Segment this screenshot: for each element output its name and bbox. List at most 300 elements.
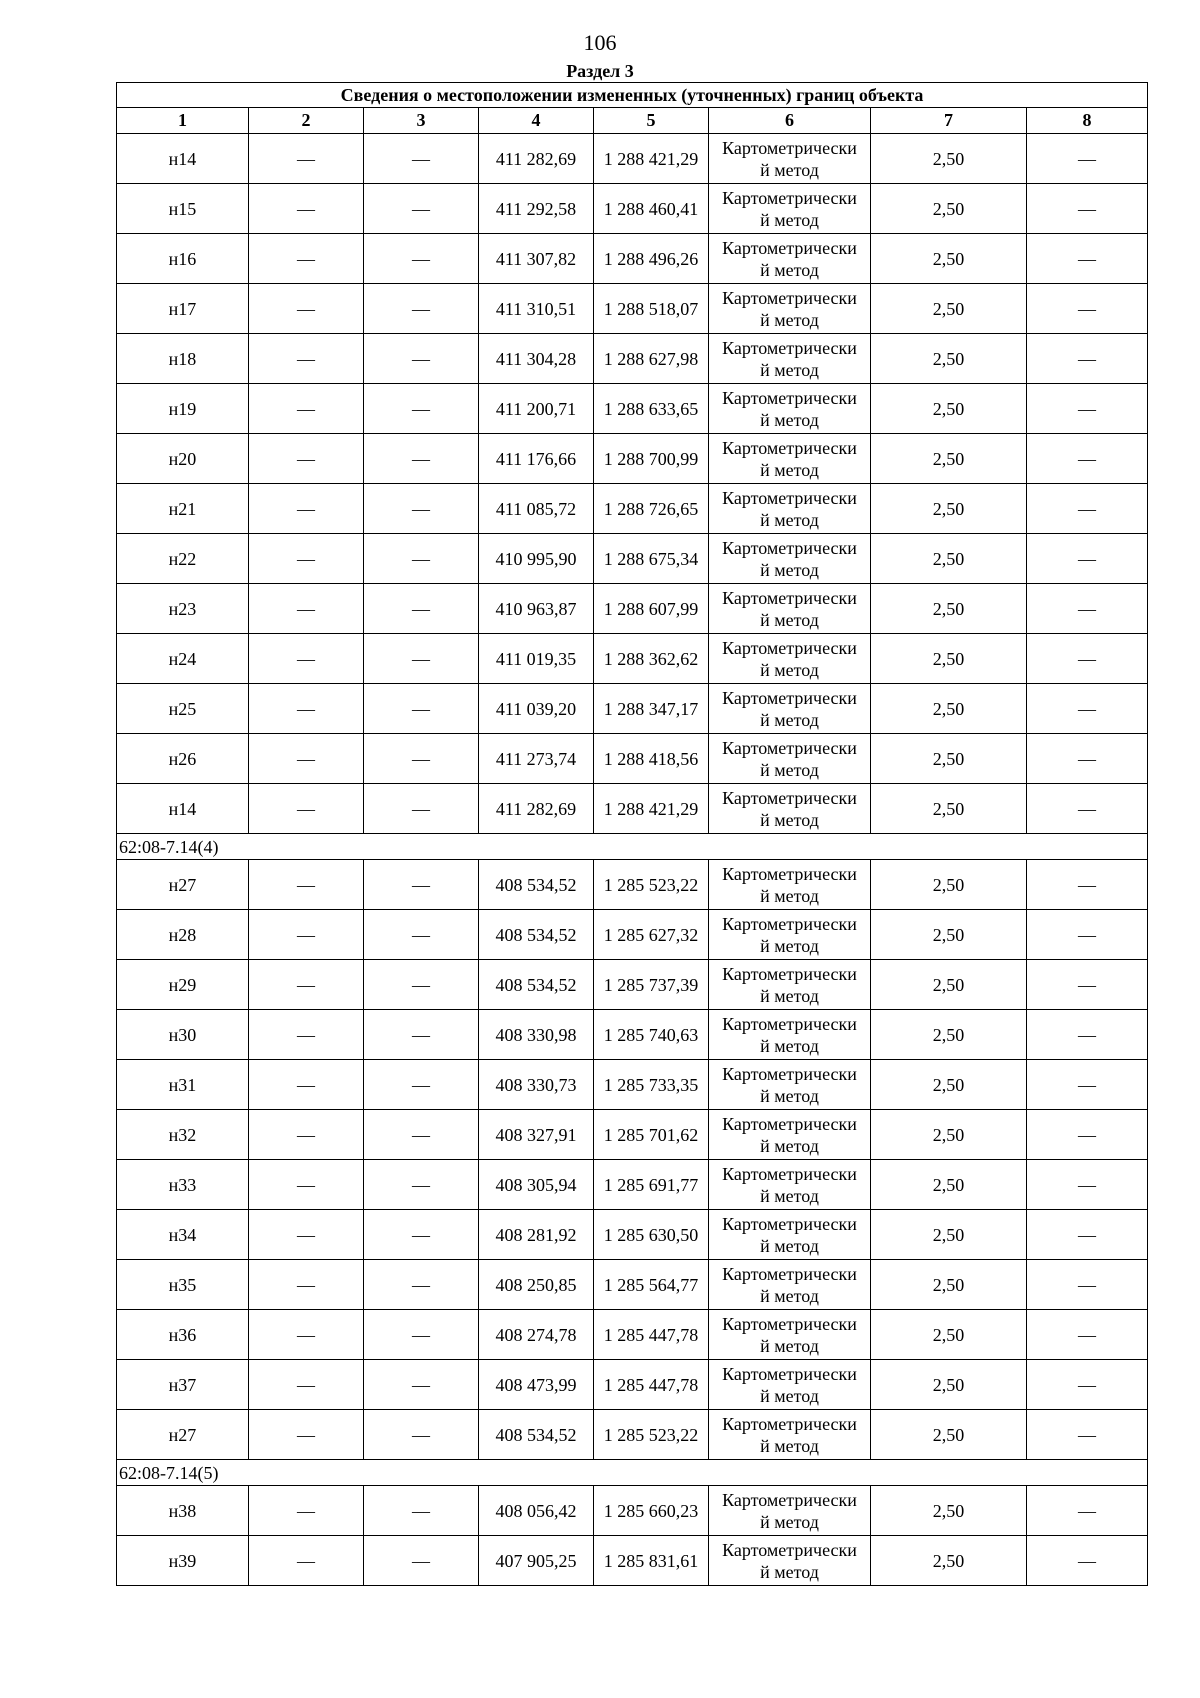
accuracy-cell: 2,50 bbox=[871, 960, 1027, 1010]
method-text-line-2: й метод bbox=[760, 1285, 819, 1306]
method-cell bbox=[709, 1260, 871, 1310]
table-row bbox=[117, 334, 1148, 384]
column-2-cell: — bbox=[249, 1060, 364, 1110]
table-row bbox=[117, 1210, 1148, 1260]
method-text-line-2: й метод bbox=[760, 1135, 819, 1156]
y-coordinate-cell: 1 285 564,77 bbox=[594, 1260, 709, 1310]
method-cell bbox=[709, 584, 871, 634]
y-coordinate-cell: 1 288 347,17 bbox=[594, 684, 709, 734]
table-row bbox=[117, 534, 1148, 584]
column-3-cell: — bbox=[364, 784, 479, 834]
column-3-cell: — bbox=[364, 1486, 479, 1536]
x-coordinate-cell: 411 282,69 bbox=[479, 784, 594, 834]
column-3-cell: — bbox=[364, 184, 479, 234]
x-coordinate-cell: 411 200,71 bbox=[479, 384, 594, 434]
point-label-cell: н38 bbox=[117, 1486, 249, 1536]
table-row bbox=[117, 584, 1148, 634]
accuracy-cell: 2,50 bbox=[871, 334, 1027, 384]
method-text-line-2: й метод bbox=[760, 809, 819, 830]
method-text-line-2: й метод bbox=[760, 709, 819, 730]
method-text-line-2: й метод bbox=[760, 985, 819, 1006]
method-text-line-2: й метод bbox=[760, 209, 819, 230]
method-text-line-1: Картометрически bbox=[722, 1163, 857, 1184]
point-label-cell: н27 bbox=[117, 860, 249, 910]
method-text-line-1: Картометрически bbox=[722, 1213, 857, 1234]
accuracy-cell: 2,50 bbox=[871, 184, 1027, 234]
method-text-line-1: Картометрически bbox=[722, 687, 857, 708]
table-row bbox=[117, 134, 1148, 184]
accuracy-cell: 2,50 bbox=[871, 584, 1027, 634]
y-coordinate-cell: 1 288 362,62 bbox=[594, 634, 709, 684]
table-body bbox=[117, 83, 1148, 1586]
method-text-line-1: Картометрически bbox=[722, 287, 857, 308]
method-cell bbox=[709, 910, 871, 960]
table-row bbox=[117, 910, 1148, 960]
y-coordinate-cell: 1 288 675,34 bbox=[594, 534, 709, 584]
accuracy-cell: 2,50 bbox=[871, 784, 1027, 834]
y-coordinate-cell: 1 285 831,61 bbox=[594, 1536, 709, 1586]
method-cell bbox=[709, 1486, 871, 1536]
column-2-cell: — bbox=[249, 1160, 364, 1210]
column-3-cell: — bbox=[364, 1360, 479, 1410]
parcel-group-label: 62:08-7.14(4) bbox=[117, 834, 1148, 860]
point-label-cell: н15 bbox=[117, 184, 249, 234]
page-number: 106 bbox=[583, 30, 617, 55]
x-coordinate-cell: 408 330,98 bbox=[479, 1010, 594, 1060]
column-2-cell: — bbox=[249, 1360, 364, 1410]
method-cell bbox=[709, 1010, 871, 1060]
method-text-line-2: й метод bbox=[760, 359, 819, 380]
point-label-cell: н16 bbox=[117, 234, 249, 284]
point-label-cell: н27 bbox=[117, 1410, 249, 1460]
method-text-line-1: Картометрически bbox=[722, 187, 857, 208]
column-3-cell: — bbox=[364, 234, 479, 284]
method-cell bbox=[709, 184, 871, 234]
column-3-cell: — bbox=[364, 1110, 479, 1160]
column-2-cell: — bbox=[249, 584, 364, 634]
point-label-cell: н31 bbox=[117, 1060, 249, 1110]
table-row bbox=[117, 284, 1148, 334]
accuracy-cell: 2,50 bbox=[871, 684, 1027, 734]
column-8-cell: — bbox=[1027, 1160, 1148, 1210]
column-header: 2 bbox=[249, 108, 364, 134]
accuracy-cell: 2,50 bbox=[871, 1110, 1027, 1160]
column-header: 8 bbox=[1027, 108, 1148, 134]
column-2-cell: — bbox=[249, 734, 364, 784]
method-text-line-1: Картометрически bbox=[722, 963, 857, 984]
accuracy-cell: 2,50 bbox=[871, 860, 1027, 910]
y-coordinate-cell: 1 285 447,78 bbox=[594, 1310, 709, 1360]
column-8-cell: — bbox=[1027, 1010, 1148, 1060]
accuracy-cell: 2,50 bbox=[871, 1410, 1027, 1460]
column-header: 6 bbox=[709, 108, 871, 134]
column-3-cell: — bbox=[364, 634, 479, 684]
x-coordinate-cell: 408 305,94 bbox=[479, 1160, 594, 1210]
method-text-line-1: Картометрически bbox=[722, 587, 857, 608]
method-text-line-2: й метод bbox=[760, 935, 819, 956]
x-coordinate-cell: 408 534,52 bbox=[479, 1410, 594, 1460]
column-2-cell: — bbox=[249, 134, 364, 184]
table-row bbox=[117, 784, 1148, 834]
point-label-cell: н26 bbox=[117, 734, 249, 784]
method-text-line-1: Картометрически bbox=[722, 1539, 857, 1560]
column-2-cell: — bbox=[249, 1310, 364, 1360]
method-text-line-2: й метод bbox=[760, 659, 819, 680]
column-3-cell: — bbox=[364, 910, 479, 960]
column-header: 7 bbox=[871, 108, 1027, 134]
column-3-cell: — bbox=[364, 1060, 479, 1110]
column-2-cell: — bbox=[249, 1260, 364, 1310]
y-coordinate-cell: 1 285 627,32 bbox=[594, 910, 709, 960]
table-row bbox=[117, 234, 1148, 284]
method-text-line-2: й метод bbox=[760, 1335, 819, 1356]
method-text-line-1: Картометрически bbox=[722, 863, 857, 884]
column-3-cell: — bbox=[364, 434, 479, 484]
y-coordinate-cell: 1 285 691,77 bbox=[594, 1160, 709, 1210]
method-text-line-1: Картометрически bbox=[722, 437, 857, 458]
column-8-cell: — bbox=[1027, 634, 1148, 684]
point-label-cell: н22 bbox=[117, 534, 249, 584]
y-coordinate-cell: 1 285 447,78 bbox=[594, 1360, 709, 1410]
column-8-cell: — bbox=[1027, 1486, 1148, 1536]
column-3-cell: — bbox=[364, 684, 479, 734]
column-2-cell: — bbox=[249, 434, 364, 484]
table-row bbox=[117, 484, 1148, 534]
column-3-cell: — bbox=[364, 1410, 479, 1460]
column-3-cell: — bbox=[364, 384, 479, 434]
point-label-cell: н35 bbox=[117, 1260, 249, 1310]
method-text-line-1: Картометрически bbox=[722, 1413, 857, 1434]
method-text-line-1: Картометрически bbox=[722, 1263, 857, 1284]
point-label-cell: н36 bbox=[117, 1310, 249, 1360]
accuracy-cell: 2,50 bbox=[871, 910, 1027, 960]
method-text-line-2: й метод bbox=[760, 1561, 819, 1582]
method-text-line-2: й метод bbox=[760, 459, 819, 480]
column-2-cell: — bbox=[249, 1110, 364, 1160]
x-coordinate-cell: 411 176,66 bbox=[479, 434, 594, 484]
x-coordinate-cell: 411 282,69 bbox=[479, 134, 594, 184]
x-coordinate-cell: 408 281,92 bbox=[479, 1210, 594, 1260]
column-8-cell: — bbox=[1027, 734, 1148, 784]
table-row bbox=[117, 1486, 1148, 1536]
y-coordinate-cell: 1 288 421,29 bbox=[594, 784, 709, 834]
method-cell bbox=[709, 284, 871, 334]
x-coordinate-cell: 408 330,73 bbox=[479, 1060, 594, 1110]
column-8-cell: — bbox=[1027, 1360, 1148, 1410]
method-text-line-2: й метод bbox=[760, 509, 819, 530]
y-coordinate-cell: 1 288 607,99 bbox=[594, 584, 709, 634]
column-2-cell: — bbox=[249, 484, 364, 534]
method-text-line-2: й метод bbox=[760, 1185, 819, 1206]
column-3-cell: — bbox=[364, 1260, 479, 1310]
method-cell bbox=[709, 384, 871, 434]
column-8-cell: — bbox=[1027, 960, 1148, 1010]
table-row bbox=[117, 960, 1148, 1010]
column-8-cell: — bbox=[1027, 284, 1148, 334]
accuracy-cell: 2,50 bbox=[871, 1310, 1027, 1360]
x-coordinate-cell: 411 273,74 bbox=[479, 734, 594, 784]
x-coordinate-cell: 411 085,72 bbox=[479, 484, 594, 534]
column-8-cell: — bbox=[1027, 184, 1148, 234]
table-row bbox=[117, 1410, 1148, 1460]
method-cell bbox=[709, 1160, 871, 1210]
accuracy-cell: 2,50 bbox=[871, 284, 1027, 334]
column-8-cell: — bbox=[1027, 584, 1148, 634]
method-text-line-2: й метод bbox=[760, 259, 819, 280]
point-label-cell: н37 bbox=[117, 1360, 249, 1410]
method-cell bbox=[709, 1210, 871, 1260]
point-label-cell: н21 bbox=[117, 484, 249, 534]
table-caption-row bbox=[117, 83, 1148, 108]
point-label-cell: н29 bbox=[117, 960, 249, 1010]
table-row bbox=[117, 1260, 1148, 1310]
x-coordinate-cell: 408 056,42 bbox=[479, 1486, 594, 1536]
method-cell bbox=[709, 1110, 871, 1160]
method-text-line-1: Картометрически bbox=[722, 913, 857, 934]
point-label-cell: н14 bbox=[117, 134, 249, 184]
column-numbers-row bbox=[117, 108, 1148, 134]
column-header: 3 bbox=[364, 108, 479, 134]
method-text-line-2: й метод bbox=[760, 759, 819, 780]
y-coordinate-cell: 1 288 700,99 bbox=[594, 434, 709, 484]
column-3-cell: — bbox=[364, 534, 479, 584]
method-text-line-1: Картометрически bbox=[722, 537, 857, 558]
method-cell bbox=[709, 1060, 871, 1110]
method-text-line-2: й метод bbox=[760, 1035, 819, 1056]
column-3-cell: — bbox=[364, 734, 479, 784]
column-header: 5 bbox=[594, 108, 709, 134]
x-coordinate-cell: 407 905,25 bbox=[479, 1536, 594, 1586]
point-label-cell: н23 bbox=[117, 584, 249, 634]
accuracy-cell: 2,50 bbox=[871, 734, 1027, 784]
column-2-cell: — bbox=[249, 860, 364, 910]
table-row bbox=[117, 384, 1148, 434]
method-cell bbox=[709, 134, 871, 184]
accuracy-cell: 2,50 bbox=[871, 234, 1027, 284]
y-coordinate-cell: 1 285 523,22 bbox=[594, 1410, 709, 1460]
method-cell bbox=[709, 484, 871, 534]
column-2-cell: — bbox=[249, 634, 364, 684]
column-2-cell: — bbox=[249, 184, 364, 234]
column-8-cell: — bbox=[1027, 910, 1148, 960]
column-3-cell: — bbox=[364, 1536, 479, 1586]
column-8-cell: — bbox=[1027, 534, 1148, 584]
column-3-cell: — bbox=[364, 1010, 479, 1060]
parcel-group-label: 62:08-7.14(5) bbox=[117, 1460, 1148, 1486]
parcel-group-row bbox=[117, 834, 1148, 860]
method-cell bbox=[709, 784, 871, 834]
column-3-cell: — bbox=[364, 960, 479, 1010]
method-text-line-2: й метод bbox=[760, 1085, 819, 1106]
column-8-cell: — bbox=[1027, 434, 1148, 484]
y-coordinate-cell: 1 288 496,26 bbox=[594, 234, 709, 284]
column-8-cell: — bbox=[1027, 484, 1148, 534]
column-3-cell: — bbox=[364, 284, 479, 334]
table-row bbox=[117, 1060, 1148, 1110]
table-row bbox=[117, 184, 1148, 234]
method-text-line-1: Картометрически bbox=[722, 787, 857, 808]
column-8-cell: — bbox=[1027, 860, 1148, 910]
x-coordinate-cell: 408 534,52 bbox=[479, 860, 594, 910]
point-label-cell: н18 bbox=[117, 334, 249, 384]
column-2-cell: — bbox=[249, 1010, 364, 1060]
column-8-cell: — bbox=[1027, 1536, 1148, 1586]
column-2-cell: — bbox=[249, 1486, 364, 1536]
accuracy-cell: 2,50 bbox=[871, 134, 1027, 184]
x-coordinate-cell: 411 019,35 bbox=[479, 634, 594, 684]
point-label-cell: н14 bbox=[117, 784, 249, 834]
method-text-line-1: Картометрически bbox=[722, 1063, 857, 1084]
method-cell bbox=[709, 860, 871, 910]
x-coordinate-cell: 411 292,58 bbox=[479, 184, 594, 234]
table-row bbox=[117, 1310, 1148, 1360]
y-coordinate-cell: 1 285 740,63 bbox=[594, 1010, 709, 1060]
column-2-cell: — bbox=[249, 284, 364, 334]
column-3-cell: — bbox=[364, 134, 479, 184]
method-text-line-2: й метод bbox=[760, 1385, 819, 1406]
method-text-line-2: й метод bbox=[760, 609, 819, 630]
method-cell bbox=[709, 1536, 871, 1586]
accuracy-cell: 2,50 bbox=[871, 1060, 1027, 1110]
x-coordinate-cell: 408 274,78 bbox=[479, 1310, 594, 1360]
method-text-line-1: Картометрически bbox=[722, 137, 857, 158]
accuracy-cell: 2,50 bbox=[871, 534, 1027, 584]
column-3-cell: — bbox=[364, 1310, 479, 1360]
method-text-line-1: Картометрически bbox=[722, 487, 857, 508]
method-cell bbox=[709, 634, 871, 684]
method-text-line-2: й метод bbox=[760, 1435, 819, 1456]
boundary-coordinates-table bbox=[116, 82, 1148, 1586]
method-text-line-1: Картометрически bbox=[722, 1013, 857, 1034]
method-text-line-2: й метод bbox=[760, 309, 819, 330]
column-8-cell: — bbox=[1027, 384, 1148, 434]
y-coordinate-cell: 1 285 660,23 bbox=[594, 1486, 709, 1536]
column-2-cell: — bbox=[249, 910, 364, 960]
point-label-cell: н17 bbox=[117, 284, 249, 334]
table-row bbox=[117, 1360, 1148, 1410]
column-8-cell: — bbox=[1027, 1410, 1148, 1460]
x-coordinate-cell: 408 534,52 bbox=[479, 910, 594, 960]
y-coordinate-cell: 1 288 421,29 bbox=[594, 134, 709, 184]
accuracy-cell: 2,50 bbox=[871, 1260, 1027, 1310]
y-coordinate-cell: 1 285 737,39 bbox=[594, 960, 709, 1010]
column-2-cell: — bbox=[249, 334, 364, 384]
column-3-cell: — bbox=[364, 1210, 479, 1260]
column-3-cell: — bbox=[364, 860, 479, 910]
method-text-line-2: й метод bbox=[760, 159, 819, 180]
column-2-cell: — bbox=[249, 960, 364, 1010]
point-label-cell: н19 bbox=[117, 384, 249, 434]
column-8-cell: — bbox=[1027, 784, 1148, 834]
accuracy-cell: 2,50 bbox=[871, 484, 1027, 534]
point-label-cell: н28 bbox=[117, 910, 249, 960]
method-text-line-1: Картометрически bbox=[722, 737, 857, 758]
y-coordinate-cell: 1 288 418,56 bbox=[594, 734, 709, 784]
x-coordinate-cell: 411 039,20 bbox=[479, 684, 594, 734]
method-text-line-1: Картометрически bbox=[722, 1313, 857, 1334]
accuracy-cell: 2,50 bbox=[871, 1360, 1027, 1410]
x-coordinate-cell: 408 250,85 bbox=[479, 1260, 594, 1310]
column-3-cell: — bbox=[364, 484, 479, 534]
accuracy-cell: 2,50 bbox=[871, 1486, 1027, 1536]
table-row bbox=[117, 1160, 1148, 1210]
method-text-line-2: й метод bbox=[760, 559, 819, 580]
column-2-cell: — bbox=[249, 784, 364, 834]
method-cell bbox=[709, 1410, 871, 1460]
column-3-cell: — bbox=[364, 334, 479, 384]
point-label-cell: н39 bbox=[117, 1536, 249, 1586]
method-text-line-2: й метод bbox=[760, 885, 819, 906]
column-2-cell: — bbox=[249, 234, 364, 284]
table-row bbox=[117, 734, 1148, 784]
column-8-cell: — bbox=[1027, 1060, 1148, 1110]
y-coordinate-cell: 1 288 726,65 bbox=[594, 484, 709, 534]
method-cell bbox=[709, 234, 871, 284]
method-text-line-2: й метод bbox=[760, 1235, 819, 1256]
point-label-cell: н24 bbox=[117, 634, 249, 684]
column-8-cell: — bbox=[1027, 684, 1148, 734]
method-text-line-1: Картометрически bbox=[722, 1363, 857, 1384]
x-coordinate-cell: 411 307,82 bbox=[479, 234, 594, 284]
method-cell bbox=[709, 960, 871, 1010]
column-2-cell: — bbox=[249, 534, 364, 584]
column-3-cell: — bbox=[364, 1160, 479, 1210]
x-coordinate-cell: 411 304,28 bbox=[479, 334, 594, 384]
y-coordinate-cell: 1 285 733,35 bbox=[594, 1060, 709, 1110]
point-label-cell: н25 bbox=[117, 684, 249, 734]
point-label-cell: н32 bbox=[117, 1110, 249, 1160]
y-coordinate-cell: 1 285 701,62 bbox=[594, 1110, 709, 1160]
accuracy-cell: 2,50 bbox=[871, 384, 1027, 434]
column-8-cell: — bbox=[1027, 1260, 1148, 1310]
column-header: 1 bbox=[117, 108, 249, 134]
table-row bbox=[117, 1536, 1148, 1586]
y-coordinate-cell: 1 285 523,22 bbox=[594, 860, 709, 910]
section-title: Раздел 3 bbox=[566, 61, 634, 81]
point-label-cell: н34 bbox=[117, 1210, 249, 1260]
x-coordinate-cell: 408 534,52 bbox=[479, 960, 594, 1010]
method-text-line-1: Картометрически bbox=[722, 637, 857, 658]
method-cell bbox=[709, 684, 871, 734]
method-cell bbox=[709, 1310, 871, 1360]
column-8-cell: — bbox=[1027, 1210, 1148, 1260]
table-row bbox=[117, 1010, 1148, 1060]
column-2-cell: — bbox=[249, 684, 364, 734]
x-coordinate-cell: 410 963,87 bbox=[479, 584, 594, 634]
y-coordinate-cell: 1 288 627,98 bbox=[594, 334, 709, 384]
table-row bbox=[117, 860, 1148, 910]
column-header: 4 bbox=[479, 108, 594, 134]
method-cell bbox=[709, 734, 871, 784]
accuracy-cell: 2,50 bbox=[871, 1210, 1027, 1260]
x-coordinate-cell: 408 327,91 bbox=[479, 1110, 594, 1160]
table-row bbox=[117, 1110, 1148, 1160]
point-label-cell: н33 bbox=[117, 1160, 249, 1210]
x-coordinate-cell: 408 473,99 bbox=[479, 1360, 594, 1410]
accuracy-cell: 2,50 bbox=[871, 1160, 1027, 1210]
column-2-cell: — bbox=[249, 384, 364, 434]
accuracy-cell: 2,50 bbox=[871, 634, 1027, 684]
method-text-line-2: й метод bbox=[760, 409, 819, 430]
method-text-line-1: Картометрически bbox=[722, 237, 857, 258]
accuracy-cell: 2,50 bbox=[871, 434, 1027, 484]
accuracy-cell: 2,50 bbox=[871, 1010, 1027, 1060]
y-coordinate-cell: 1 288 518,07 bbox=[594, 284, 709, 334]
column-8-cell: — bbox=[1027, 334, 1148, 384]
method-text-line-1: Картометрически bbox=[722, 337, 857, 358]
table-row bbox=[117, 634, 1148, 684]
method-cell bbox=[709, 434, 871, 484]
